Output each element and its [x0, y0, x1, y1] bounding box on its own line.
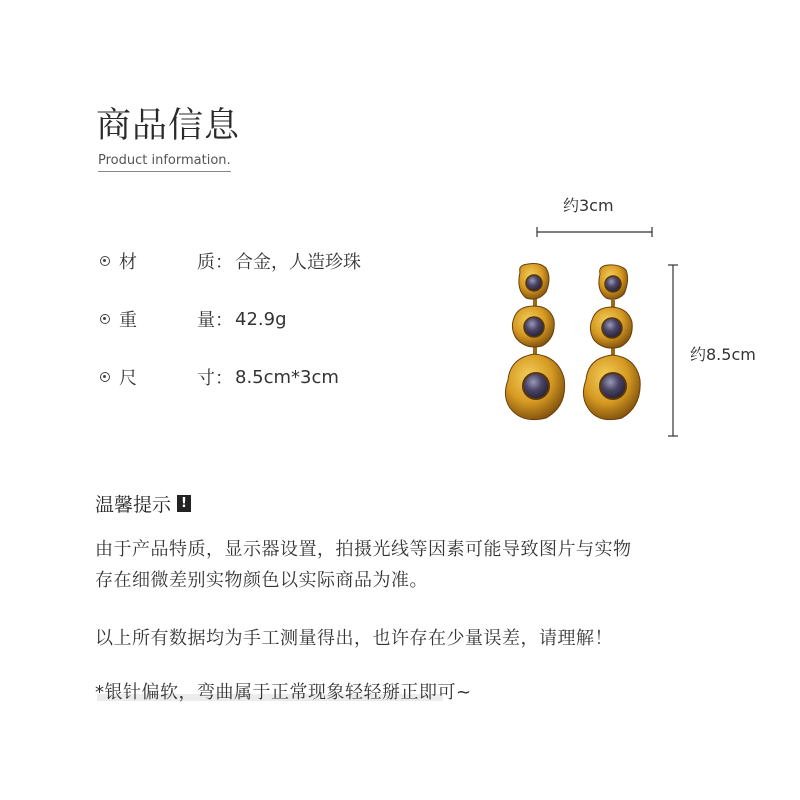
height-dimension-label: 约8.5cm — [690, 345, 756, 364]
spec-value: 42.9g — [235, 308, 287, 330]
spec-colon: ： — [215, 310, 233, 331]
right-earring — [583, 265, 640, 420]
left-earring — [505, 264, 564, 420]
bullet-icon — [100, 372, 110, 382]
spec-row-material — [100, 248, 361, 274]
spec-row-weight — [100, 306, 287, 332]
tips-title: 温馨提示 — [95, 494, 172, 516]
spec-value: 合金，人造珍珠 — [235, 252, 361, 273]
spec-row-size — [100, 364, 339, 390]
spec-label: 重 量 — [119, 310, 215, 331]
spec-value: 8.5cm*3cm — [235, 366, 339, 388]
alert-icon: ! — [177, 495, 191, 512]
spec-label: 尺 寸 — [119, 368, 215, 389]
tips-line-3: 以上所有数据均为手工测量得出，也许存在少量误差，请理解！ — [95, 628, 613, 649]
width-dimension-label: 约3cm — [563, 196, 614, 215]
page-title: 商品信息 — [96, 106, 241, 146]
bullet-icon — [100, 314, 110, 324]
bullet-icon — [100, 256, 110, 266]
tips-line-1: 由于产品特质，显示器设置，拍摄光线等因素可能导致图片与实物 — [95, 539, 632, 560]
spec-label: 材 质 — [119, 252, 215, 273]
tips-line-2: 存在细微差别实物颜色以实际商品为准。 — [95, 570, 428, 591]
tips-heading — [95, 490, 191, 517]
spec-colon: ： — [215, 252, 233, 273]
page-subtitle: Product information. — [98, 153, 231, 172]
earrings-product-image — [490, 220, 690, 450]
tips-line-4: *银针偏软，弯曲属于正常现象轻轻掰正即可~ — [95, 682, 472, 703]
spec-colon: ： — [215, 368, 233, 389]
